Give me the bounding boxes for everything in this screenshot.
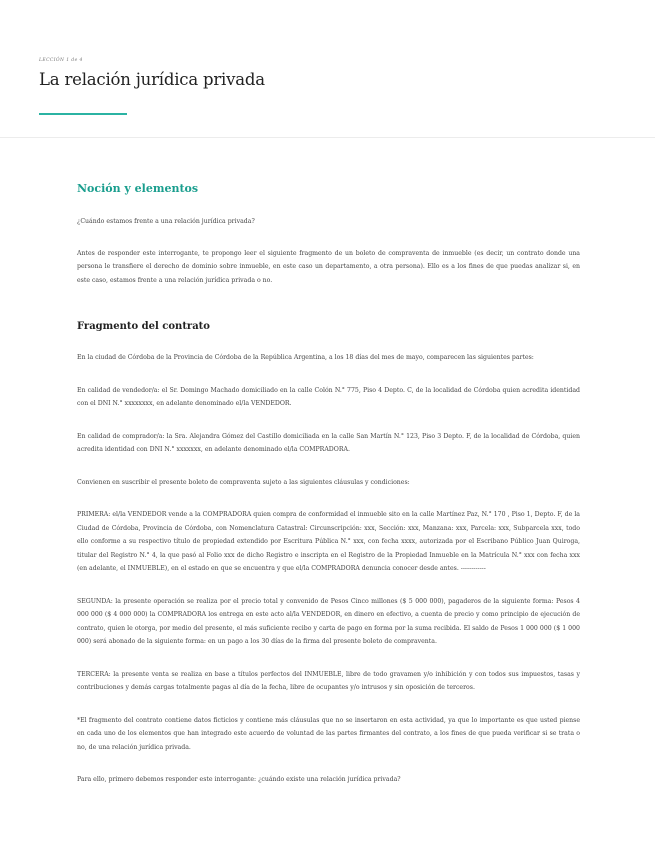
section-heading: Noción y elementos xyxy=(77,182,199,195)
contract-paragraph: Convienen en suscribir el presente boleto de compraventa sujeto a las siguientes cláusulas y condiciones: xyxy=(77,478,410,486)
contract-note: *El fragmento del contrato contiene datos ficticios y contiene más cláusulas que no se insertaron en esta actividad, ya que lo importante es que usted piense en cada uno de los elementos que han integrado este acuerdo de voluntad de las partes firmantes del contrato, a los fines de que pueda verificar si se trata o no, de una relación jurídica privada. xyxy=(77,716,580,751)
lesson-counter: LECCIÓN 1 de 4 xyxy=(39,58,83,63)
closing-question: Para ello, primero debemos responder este interrogante: ¿cuándo existe una relación jurídica privada? xyxy=(77,776,401,783)
page-title: La relación jurídica privada xyxy=(39,70,265,89)
contract-paragraph: TERCERA: la presente venta se realiza en base a títulos perfectos del INMUEBLE, libre de todo gravamen y/o inhibición y con todos sus impuestos, tasas y contribuciones y demás cargas totalmente pagas al día de la fecha, libre de ocupantes y/o intrusos y sin oposición de terceros. xyxy=(77,670,580,691)
contract-paragraph: En calidad de vendedor/a: el Sr. Domingo Machado domiciliado en la calle Colón N.° 775, Piso 4 Depto. C, de la localidad de Córdoba quien acredita identidad con el DNI N.° xxxxxxxx, en adelante denominado el/la VENDEDOR. xyxy=(77,386,580,407)
section-question: ¿Cuándo estamos frente a una relación jurídica privada? xyxy=(77,218,255,225)
contract-paragraph: En calidad de comprador/a: la Sra. Alejandra Gómez del Castillo domiciliada en la calle San Martín N.° 123, Piso 3 Depto. F, de la localidad de Córdoba, quien acredita identidad con DNI N.° xxxxxxx, en adelante denominado el/la COMPRADORA. xyxy=(77,432,580,453)
section-intro: Antes de responder este interrogante, te propongo leer el siguiente fragmento de un boleto de compraventa de inmueble (es decir, un contrato donde una persona le transfiere el derecho de dominio sobre inmueble, en este caso un departamento, a otra persona). Ello es a los fines de que puedas analizar si, en este caso, estamos frente a una relación jurídica privada o no. xyxy=(77,249,580,284)
lesson-content xyxy=(77,182,580,787)
contract-paragraph: En la ciudad de Córdoba de la Provincia de Córdoba de la República Argentina, a los 18 días del mes de mayo, comparecen las siguientes partes: xyxy=(77,354,534,361)
contract-paragraph: PRIMERA: el/la VENDEDOR vende a la COMPRADORA quien compra de conformidad el inmueble sito en la calle Martínez Paz, N.° 170 , Piso 1, Depto. F, de la Ciudad de Córdoba, Provincia de Córdoba, con Nomenclatura Catastral: Circunscripción: xxx, Sección: xxx, Manzana: xxx, Parcela: xxx, Subparcela xxx, todo ello conforme a su respectivo título de propiedad extendido por Escritura Pública N.° xxx, con fecha xxxx, autorizada por el Escribano Público Juan Quiroga, titular del Registro N.° 4, la que pasó al Folio xxx de dicho Registro e inscripta en el Registro de la Propiedad Inmueble en la Matrícula N.° xxx con fecha xxx (en adelante, el INMUEBLE), en el estado en que se encuentra y que el/la COMPRADORA denuncia conocer desde antes. ------------ xyxy=(77,511,580,572)
title-underline xyxy=(39,113,127,115)
lesson-header xyxy=(0,0,655,138)
fragment-heading: Fragmento del contrato xyxy=(77,321,210,332)
contract-paragraph: SEGUNDA: la presente operación se realiza por el precio total y convenido de Pesos Cinco millones ($ 5 000 000), pagaderos de la siguiente forma: Pesos 4 000 000 ($ 4 000 000) la COMPRADORA los entrega en este acto al/la VENDEDOR, en dinero en efectivo, a cuenta de precio y como principio de ejecución de contrato, quien le otorga, por medio del presente, el más suficiente recibo y carta de pago en forma por la suma recibida. El saldo de Pesos 1 000 000 ($ 1 000 000) será abonado de la siguiente forma: en un pago a los 30 días de la firma del presente boleto de compraventa. xyxy=(77,597,580,645)
